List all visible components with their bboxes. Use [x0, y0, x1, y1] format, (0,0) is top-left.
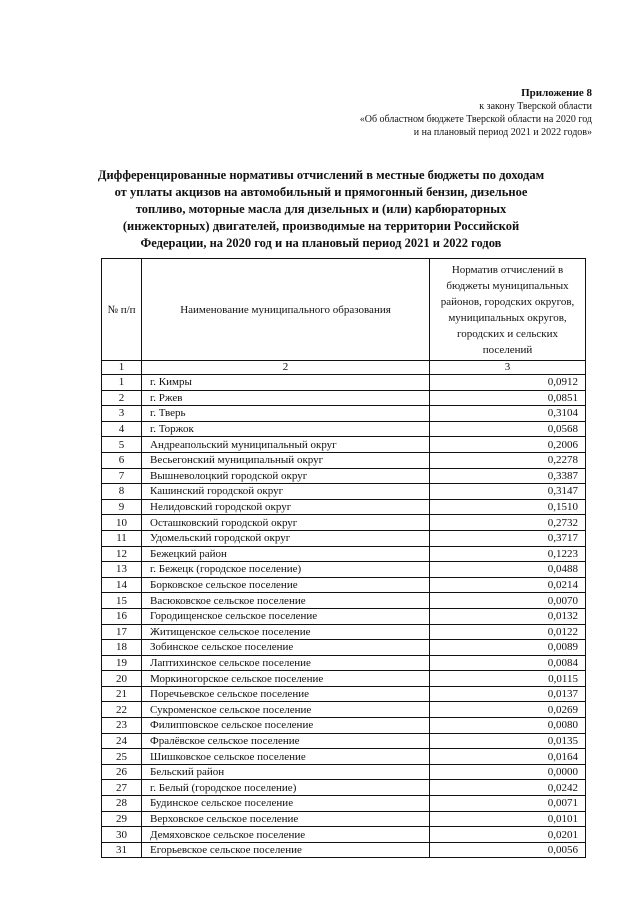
row-number: 2 — [102, 390, 142, 406]
row-municipality: Осташковский городской округ — [142, 515, 430, 531]
row-norm-value: 0,2278 — [430, 452, 586, 468]
row-number: 11 — [102, 530, 142, 546]
row-norm-value: 0,1223 — [430, 546, 586, 562]
row-number: 27 — [102, 780, 142, 796]
row-number: 22 — [102, 702, 142, 718]
row-norm-value: 0,2732 — [430, 515, 586, 531]
table-row — [102, 437, 586, 453]
row-norm-value: 0,0851 — [430, 390, 586, 406]
header-municipality: Наименование муниципального образования — [142, 259, 430, 361]
row-number: 6 — [102, 452, 142, 468]
table-row — [102, 671, 586, 687]
column-numbers-row — [102, 361, 586, 375]
table-row — [102, 655, 586, 671]
row-municipality: Бежецкий район — [142, 546, 430, 562]
row-norm-value: 0,2006 — [430, 437, 586, 453]
table-row — [102, 499, 586, 515]
table-row — [102, 484, 586, 500]
table-row — [102, 577, 586, 593]
row-norm-value: 0,0214 — [430, 577, 586, 593]
row-municipality: Нелидовский городской округ — [142, 499, 430, 515]
row-municipality: г. Ржев — [142, 390, 430, 406]
row-municipality: Кашинский городской округ — [142, 484, 430, 500]
table-row — [102, 624, 586, 640]
row-norm-value: 0,0135 — [430, 733, 586, 749]
row-norm-value: 0,0080 — [430, 718, 586, 734]
table-row — [102, 452, 586, 468]
row-number: 3 — [102, 406, 142, 422]
table-row — [102, 406, 586, 422]
row-number: 30 — [102, 827, 142, 843]
row-municipality: Поречьевское сельское поселение — [142, 686, 430, 702]
row-norm-value: 0,0242 — [430, 780, 586, 796]
table-row — [102, 546, 586, 562]
row-number: 12 — [102, 546, 142, 562]
table-row — [102, 390, 586, 406]
table-row — [102, 749, 586, 765]
appendix-block — [360, 86, 592, 139]
row-municipality: Сукроменское сельское поселение — [142, 702, 430, 718]
appendix-title: Приложение 8 — [521, 87, 592, 99]
row-municipality: Борковское сельское поселение — [142, 577, 430, 593]
row-number: 14 — [102, 577, 142, 593]
row-number: 1 — [102, 375, 142, 391]
row-municipality: Филипповское сельское поселение — [142, 718, 430, 734]
table-row — [102, 702, 586, 718]
row-norm-value: 0,3717 — [430, 530, 586, 546]
row-municipality: Вышневолоцкий городской округ — [142, 468, 430, 484]
row-municipality: Егорьевское сельское поселение — [142, 842, 430, 858]
table-row — [102, 733, 586, 749]
row-municipality: г. Тверь — [142, 406, 430, 422]
row-municipality: г. Торжок — [142, 421, 430, 437]
row-municipality: Весьегонский муниципальный округ — [142, 452, 430, 468]
row-number: 31 — [102, 842, 142, 858]
column-number-2: 2 — [142, 361, 430, 375]
row-number: 23 — [102, 718, 142, 734]
appendix-law-line: к закону Тверской области — [479, 101, 592, 112]
row-municipality: Андреапольский муниципальный округ — [142, 437, 430, 453]
table-row — [102, 686, 586, 702]
table-row — [102, 827, 586, 843]
table-row — [102, 640, 586, 656]
row-norm-value: 0,0132 — [430, 608, 586, 624]
table-row — [102, 796, 586, 812]
row-municipality: Демяховское сельское поселение — [142, 827, 430, 843]
row-norm-value: 0,0101 — [430, 811, 586, 827]
row-number: 15 — [102, 593, 142, 609]
row-number: 16 — [102, 608, 142, 624]
table-row — [102, 468, 586, 484]
row-number: 20 — [102, 671, 142, 687]
table-header-row — [102, 259, 586, 361]
row-number: 25 — [102, 749, 142, 765]
row-municipality: Зобинское сельское поселение — [142, 640, 430, 656]
table-row — [102, 375, 586, 391]
row-municipality: г. Кимры — [142, 375, 430, 391]
row-norm-value: 0,0269 — [430, 702, 586, 718]
row-norm-value: 0,0070 — [430, 593, 586, 609]
appendix-law-period: и на плановый период 2021 и 2022 годов» — [413, 127, 592, 138]
row-norm-value: 0,3387 — [430, 468, 586, 484]
row-number: 8 — [102, 484, 142, 500]
table-row — [102, 515, 586, 531]
table-row — [102, 421, 586, 437]
table-row — [102, 842, 586, 858]
row-number: 13 — [102, 562, 142, 578]
row-municipality: Удомельский городской округ — [142, 530, 430, 546]
row-number: 4 — [102, 421, 142, 437]
row-number: 19 — [102, 655, 142, 671]
row-municipality: Шишковское сельское поселение — [142, 749, 430, 765]
table-row — [102, 718, 586, 734]
row-number: 17 — [102, 624, 142, 640]
row-number: 5 — [102, 437, 142, 453]
header-number: № п/п — [102, 259, 142, 361]
row-number: 21 — [102, 686, 142, 702]
table-row — [102, 811, 586, 827]
table-row — [102, 593, 586, 609]
row-norm-value: 0,0488 — [430, 562, 586, 578]
row-norm-value: 0,0056 — [430, 842, 586, 858]
table-row — [102, 780, 586, 796]
row-norm-value: 0,0115 — [430, 671, 586, 687]
table-row — [102, 530, 586, 546]
row-norm-value: 0,0000 — [430, 764, 586, 780]
row-number: 28 — [102, 796, 142, 812]
row-norm-value: 0,0201 — [430, 827, 586, 843]
row-municipality: Фралёвское сельское поселение — [142, 733, 430, 749]
row-municipality: Городищенское сельское поселение — [142, 608, 430, 624]
row-municipality: г. Бежецк (городское поселение) — [142, 562, 430, 578]
row-municipality: Житищенское сельское поселение — [142, 624, 430, 640]
norms-table — [101, 258, 586, 858]
row-number: 24 — [102, 733, 142, 749]
row-norm-value: 0,0122 — [430, 624, 586, 640]
row-norm-value: 0,0568 — [430, 421, 586, 437]
row-norm-value: 0,0164 — [430, 749, 586, 765]
row-norm-value: 0,0071 — [430, 796, 586, 812]
row-number: 29 — [102, 811, 142, 827]
column-number-1: 1 — [102, 361, 142, 375]
row-number: 7 — [102, 468, 142, 484]
row-number: 18 — [102, 640, 142, 656]
row-municipality: Будинское сельское поселение — [142, 796, 430, 812]
table-row — [102, 608, 586, 624]
row-municipality: г. Белый (городское поселение) — [142, 780, 430, 796]
row-norm-value: 0,1510 — [430, 499, 586, 515]
document-heading: Дифференцированные нормативы отчислений в местные бюджеты по доходам от уплаты акцизов на автомобильный и прямогонный бензин, дизельное топливо, моторные масла для дизельных и (или) карбюраторных (инжекторных) двигателей, производимые на территории Российской Федерации, на 2020 год и на плановый период 2021 и 2022 годов — [97, 168, 545, 250]
column-number-3: 3 — [430, 361, 586, 375]
row-norm-value: 0,0084 — [430, 655, 586, 671]
row-norm-value: 0,3104 — [430, 406, 586, 422]
row-number: 9 — [102, 499, 142, 515]
header-norm: Норматив отчислений в бюджеты муниципальных районов, городских округов, муниципальных округов, городских и сельских поселений — [430, 259, 586, 361]
table-row — [102, 764, 586, 780]
row-municipality: Лаптихинское сельское поселение — [142, 655, 430, 671]
appendix-law-name: «Об областном бюджете Тверской области на 2020 год — [359, 114, 592, 125]
row-municipality: Бельский район — [142, 764, 430, 780]
row-number: 10 — [102, 515, 142, 531]
row-norm-value: 0,0912 — [430, 375, 586, 391]
table-row — [102, 562, 586, 578]
row-norm-value: 0,0089 — [430, 640, 586, 656]
row-municipality: Васюковское сельское поселение — [142, 593, 430, 609]
row-municipality: Моркиногорское сельское поселение — [142, 671, 430, 687]
row-norm-value: 0,3147 — [430, 484, 586, 500]
row-number: 26 — [102, 764, 142, 780]
table-body — [102, 375, 586, 858]
row-norm-value: 0,0137 — [430, 686, 586, 702]
row-municipality: Верховское сельское поселение — [142, 811, 430, 827]
